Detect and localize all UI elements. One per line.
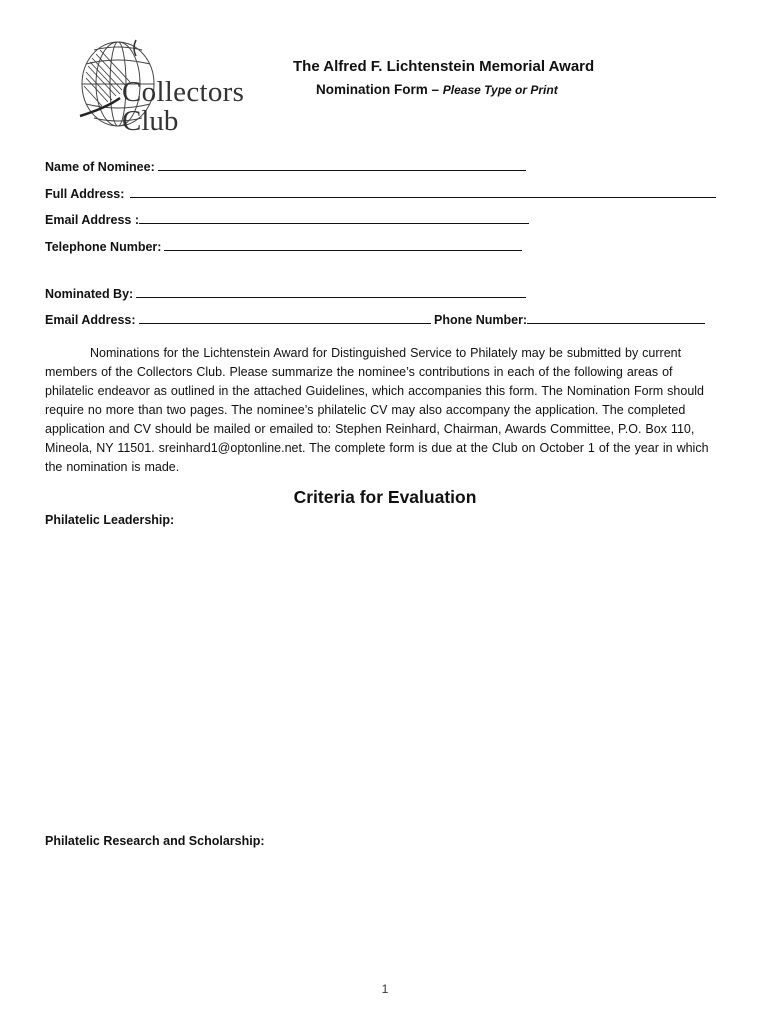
nominee-name-row bbox=[45, 158, 526, 174]
logo-text-club: Club bbox=[122, 105, 179, 137]
email-label-1: Email Address : bbox=[45, 213, 140, 227]
section-philatelic-research: Philatelic Research and Scholarship: bbox=[45, 834, 265, 848]
instructions-text: Nominations for the Lichtenstein Award for Distinguished Service to Philately may be submitted by current members of the Collectors Club. Please summarize the nominee’s contributions in each of the following areas of philatelic endeavor as outlined in the attached Guidelines, which accompanies this form. The Nomination Form should require no more than two pages. The nominee’s philatelic CV may also accompany the application. The completed application and CV should be mailed or emailed to: Stephen Reinhard, Chairman, Awards Committee, P.O. Box 110, Mineola, NY 11501. sreinhard1@optonline.net. The complete form is due at the Club on October 1 of the year in which the nomination is made. bbox=[45, 346, 709, 474]
email-field-2[interactable] bbox=[139, 311, 431, 324]
section-philatelic-leadership: Philatelic Leadership: bbox=[45, 513, 175, 527]
nominee-name-label: Name of Nominee: bbox=[45, 160, 155, 174]
form-subtitle bbox=[316, 82, 558, 97]
form-title: The Alfred F. Lichtenstein Memorial Award bbox=[293, 58, 595, 75]
phone-number-label: Phone Number: bbox=[434, 313, 528, 327]
nominee-name-field[interactable] bbox=[158, 158, 526, 171]
email-field-1[interactable] bbox=[139, 211, 529, 224]
phone-number-field[interactable] bbox=[527, 311, 705, 324]
nominated-by-label: Nominated By: bbox=[45, 287, 134, 301]
nominated-by-field[interactable] bbox=[136, 285, 526, 298]
form-subtitle-note: Please Type or Print bbox=[442, 83, 558, 97]
logo-text-collectors: Collectors bbox=[122, 76, 245, 108]
email-label-2: Email Address: bbox=[45, 313, 136, 327]
collectors-club-logo bbox=[76, 36, 256, 136]
full-address-row bbox=[45, 185, 716, 201]
telephone-field[interactable] bbox=[164, 238, 522, 251]
full-address-label: Full Address: bbox=[45, 187, 125, 201]
email-phone-row bbox=[45, 311, 705, 327]
instructions-paragraph bbox=[45, 344, 717, 477]
form-subtitle-text: Nomination Form – bbox=[316, 82, 440, 97]
full-address-field[interactable] bbox=[130, 185, 716, 198]
criteria-heading: Criteria for Evaluation bbox=[293, 487, 477, 507]
page-number: 1 bbox=[381, 982, 389, 996]
telephone-label: Telephone Number: bbox=[45, 240, 162, 254]
telephone-row bbox=[45, 238, 522, 254]
nominated-by-row bbox=[45, 285, 526, 301]
email-row-1 bbox=[45, 211, 529, 227]
